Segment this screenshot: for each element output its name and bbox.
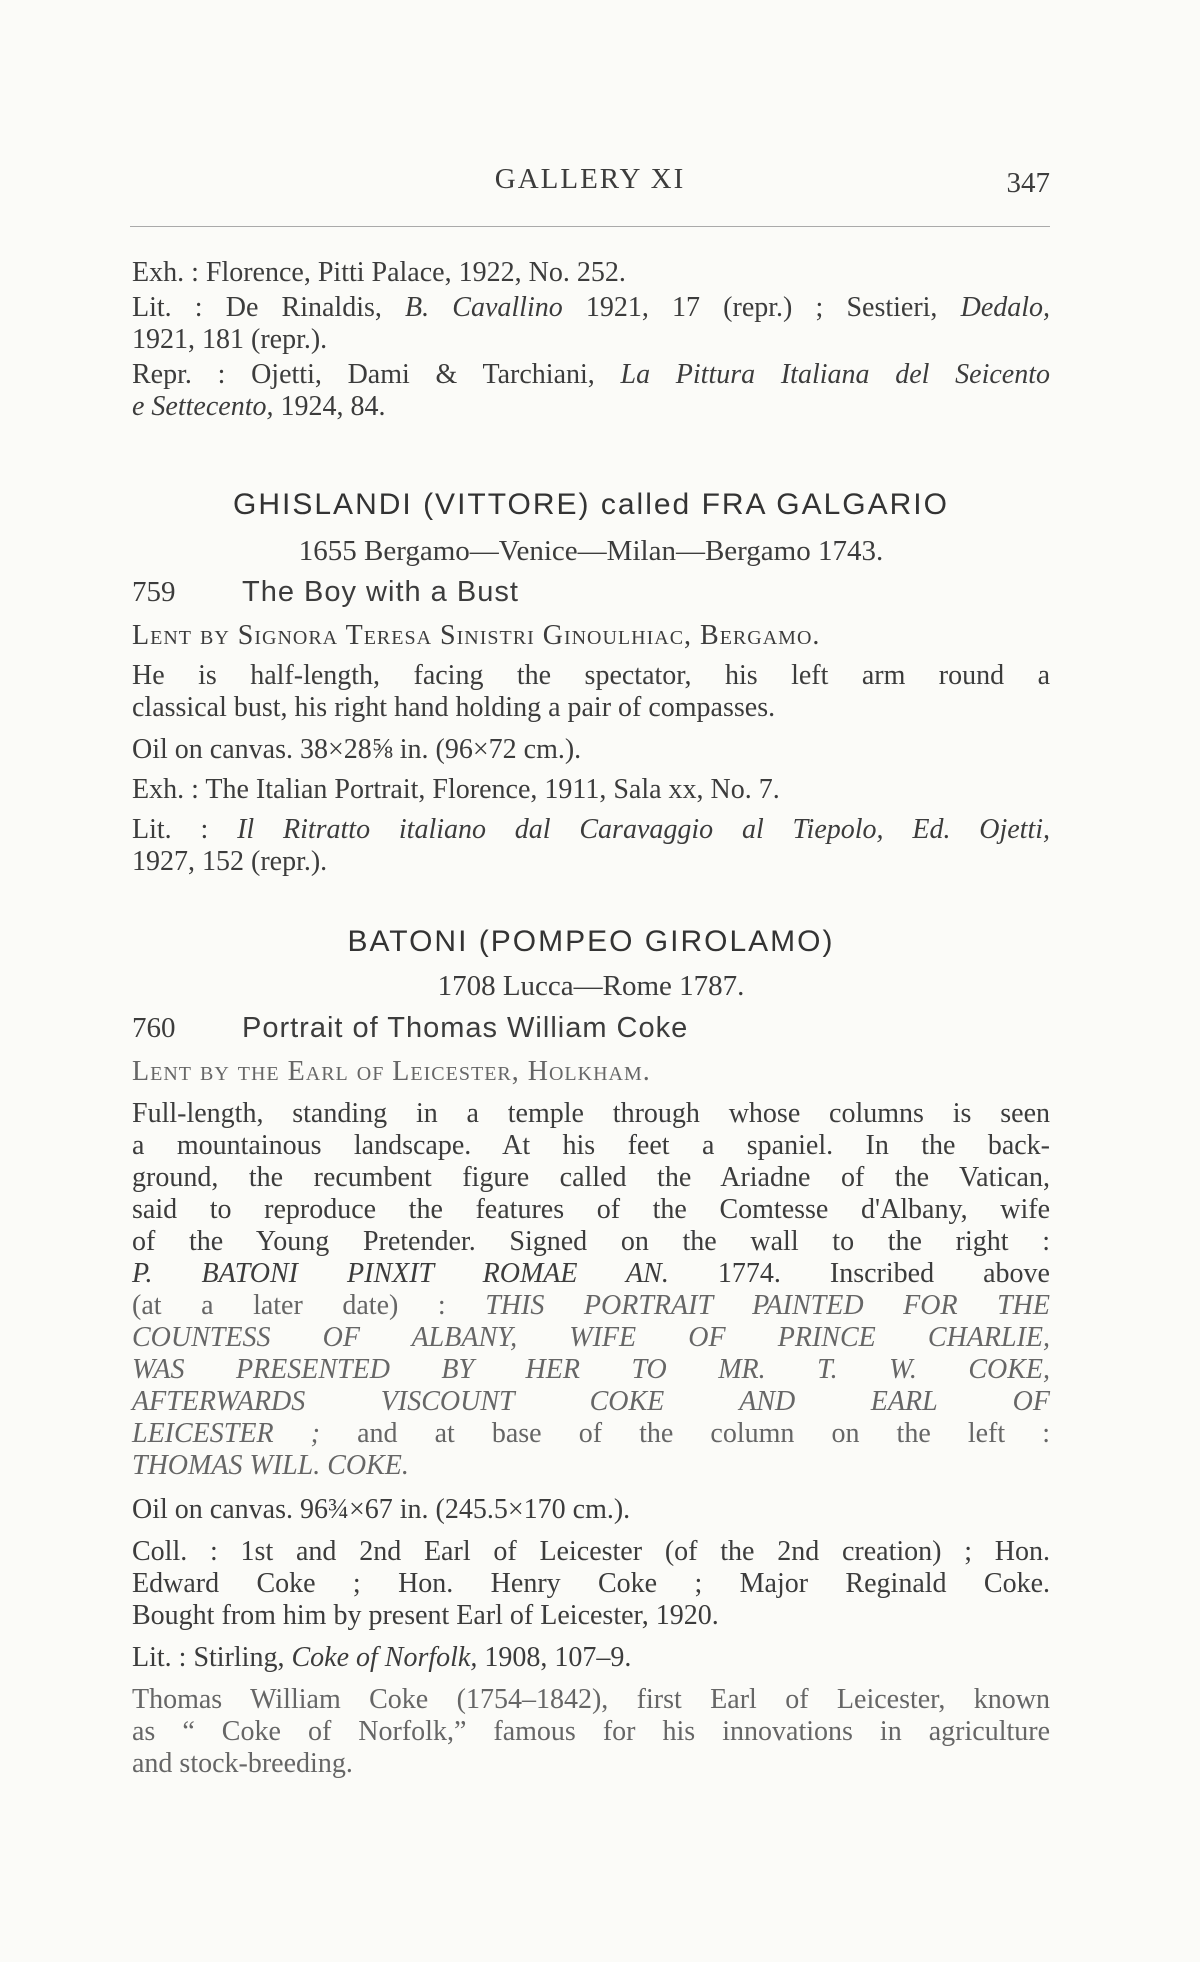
exhibition-line: Exh. : Florence, Pitti Palace, 1922, No. 252.	[132, 257, 626, 288]
entry-heading-760	[132, 1012, 1050, 1045]
literature-line-cont: 1921, 181 (repr.).	[132, 324, 328, 355]
inscription-line: WAS PRESENTED BY HER TO MR. T. W. COKE,	[132, 1354, 1050, 1385]
inscription-line: LEICESTER ; and at base of the column on the left :	[132, 1418, 1051, 1449]
entry-number: 760	[132, 1012, 176, 1044]
entry-760-body	[132, 1056, 1050, 1780]
inscription-line: THOMAS WILL. COKE.	[132, 1450, 409, 1481]
running-head	[130, 163, 1050, 213]
literature-line: Lit. : De Rinaldis, B. Cavallino 1921, 17 (repr.) ; Sestieri, Dedalo,	[132, 292, 1051, 323]
reproduction-line: Repr. : Ojetti, Dami & Tarchiani, La Pittura Italiana del Seicento	[132, 359, 1050, 390]
page-number: 347	[1006, 167, 1050, 199]
biographical-note: as “ Coke of Norfolk,” famous for his innovations in agriculture	[132, 1716, 1050, 1747]
collection-line: Bought from him by present Earl of Leicester, 1920.	[132, 1600, 719, 1631]
collection-line: Edward Coke ; Hon. Henry Coke ; Major Reginald Coke.	[132, 1568, 1050, 1599]
artist-dates-batoni: 1708 Lucca—Rome 1787.	[437, 970, 745, 1002]
medium-dimensions: Oil on canvas. 96¾×67 in. (245.5×170 cm.).	[132, 1494, 631, 1525]
literature-line: Lit. : Il Ritratto italiano dal Caravaggio al Tiepolo, Ed. Ojetti,	[132, 814, 1051, 845]
previous-entry-references	[132, 257, 1050, 423]
entry-title: Portrait of Thomas William Coke	[242, 1012, 689, 1044]
gallery-title: GALLERY XI	[494, 163, 686, 195]
header-rule	[130, 226, 1050, 227]
reproduction-line-cont: e Settecento, 1924, 84.	[132, 391, 386, 422]
biographical-note: and stock-breeding.	[132, 1748, 353, 1779]
artist-dates-ghislandi: 1655 Bergamo—Venice—Milan—Bergamo 1743.	[298, 535, 884, 567]
medium-dimensions: Oil on canvas. 38×28⅝ in. (96×72 cm.).	[132, 734, 582, 765]
description-line: a mountainous landscape. At his feet a spaniel. In the back-	[132, 1130, 1050, 1161]
description-line: classical bust, his right hand holding a pair of compasses.	[132, 692, 776, 723]
description-line: of the Young Pretender. Signed on the wall to the right :	[132, 1226, 1050, 1257]
inscription-line: (at a later date) : THIS PORTRAIT PAINTED FOR THE	[132, 1290, 1050, 1321]
collection-line: Coll. : 1st and 2nd Earl of Leicester (of the 2nd creation) ; Hon.	[132, 1536, 1050, 1567]
exhibition-line: Exh. : The Italian Portrait, Florence, 1911, Sala xx, No. 7.	[132, 774, 780, 805]
literature-line: Lit. : Stirling, Coke of Norfolk, 1908, 107–9.	[132, 1642, 632, 1673]
signature-line: P. BATONI PINXIT ROMAE AN. 1774. Inscribed above	[132, 1258, 1050, 1289]
biographical-note: Thomas William Coke (1754–1842), first Earl of Leicester, known	[132, 1684, 1050, 1715]
lender-line: Lent by Signora Teresa Sinistri Ginoulhiac, Bergamo.	[132, 620, 821, 651]
description-line: Full-length, standing in a temple through whose columns is seen	[132, 1098, 1050, 1129]
entry-759-body	[132, 620, 1050, 878]
entry-title: The Boy with a Bust	[242, 576, 519, 608]
literature-line-cont: 1927, 152 (repr.).	[132, 846, 328, 877]
entry-heading-759	[132, 576, 1050, 609]
artist-heading-batoni: BATONI (POMPEO GIROLAMO)	[347, 925, 835, 958]
description-line: ground, the recumbent figure called the Ariadne of the Vatican,	[132, 1162, 1050, 1193]
entry-number: 759	[132, 576, 176, 608]
description-line: He is half-length, facing the spectator, his left arm round a	[132, 660, 1050, 691]
lender-line: Lent by the Earl of Leicester, Holkham.	[132, 1056, 651, 1087]
artist-heading-ghislandi: GHISLANDI (VITTORE) called FRA GALGARIO	[233, 488, 949, 521]
inscription-line: COUNTESS OF ALBANY, WIFE OF PRINCE CHARLIE,	[132, 1322, 1050, 1353]
description-line: said to reproduce the features of the Comtesse d'Albany, wife	[132, 1194, 1050, 1225]
inscription-line: AFTERWARDS VISCOUNT COKE AND EARL OF	[132, 1386, 1050, 1417]
